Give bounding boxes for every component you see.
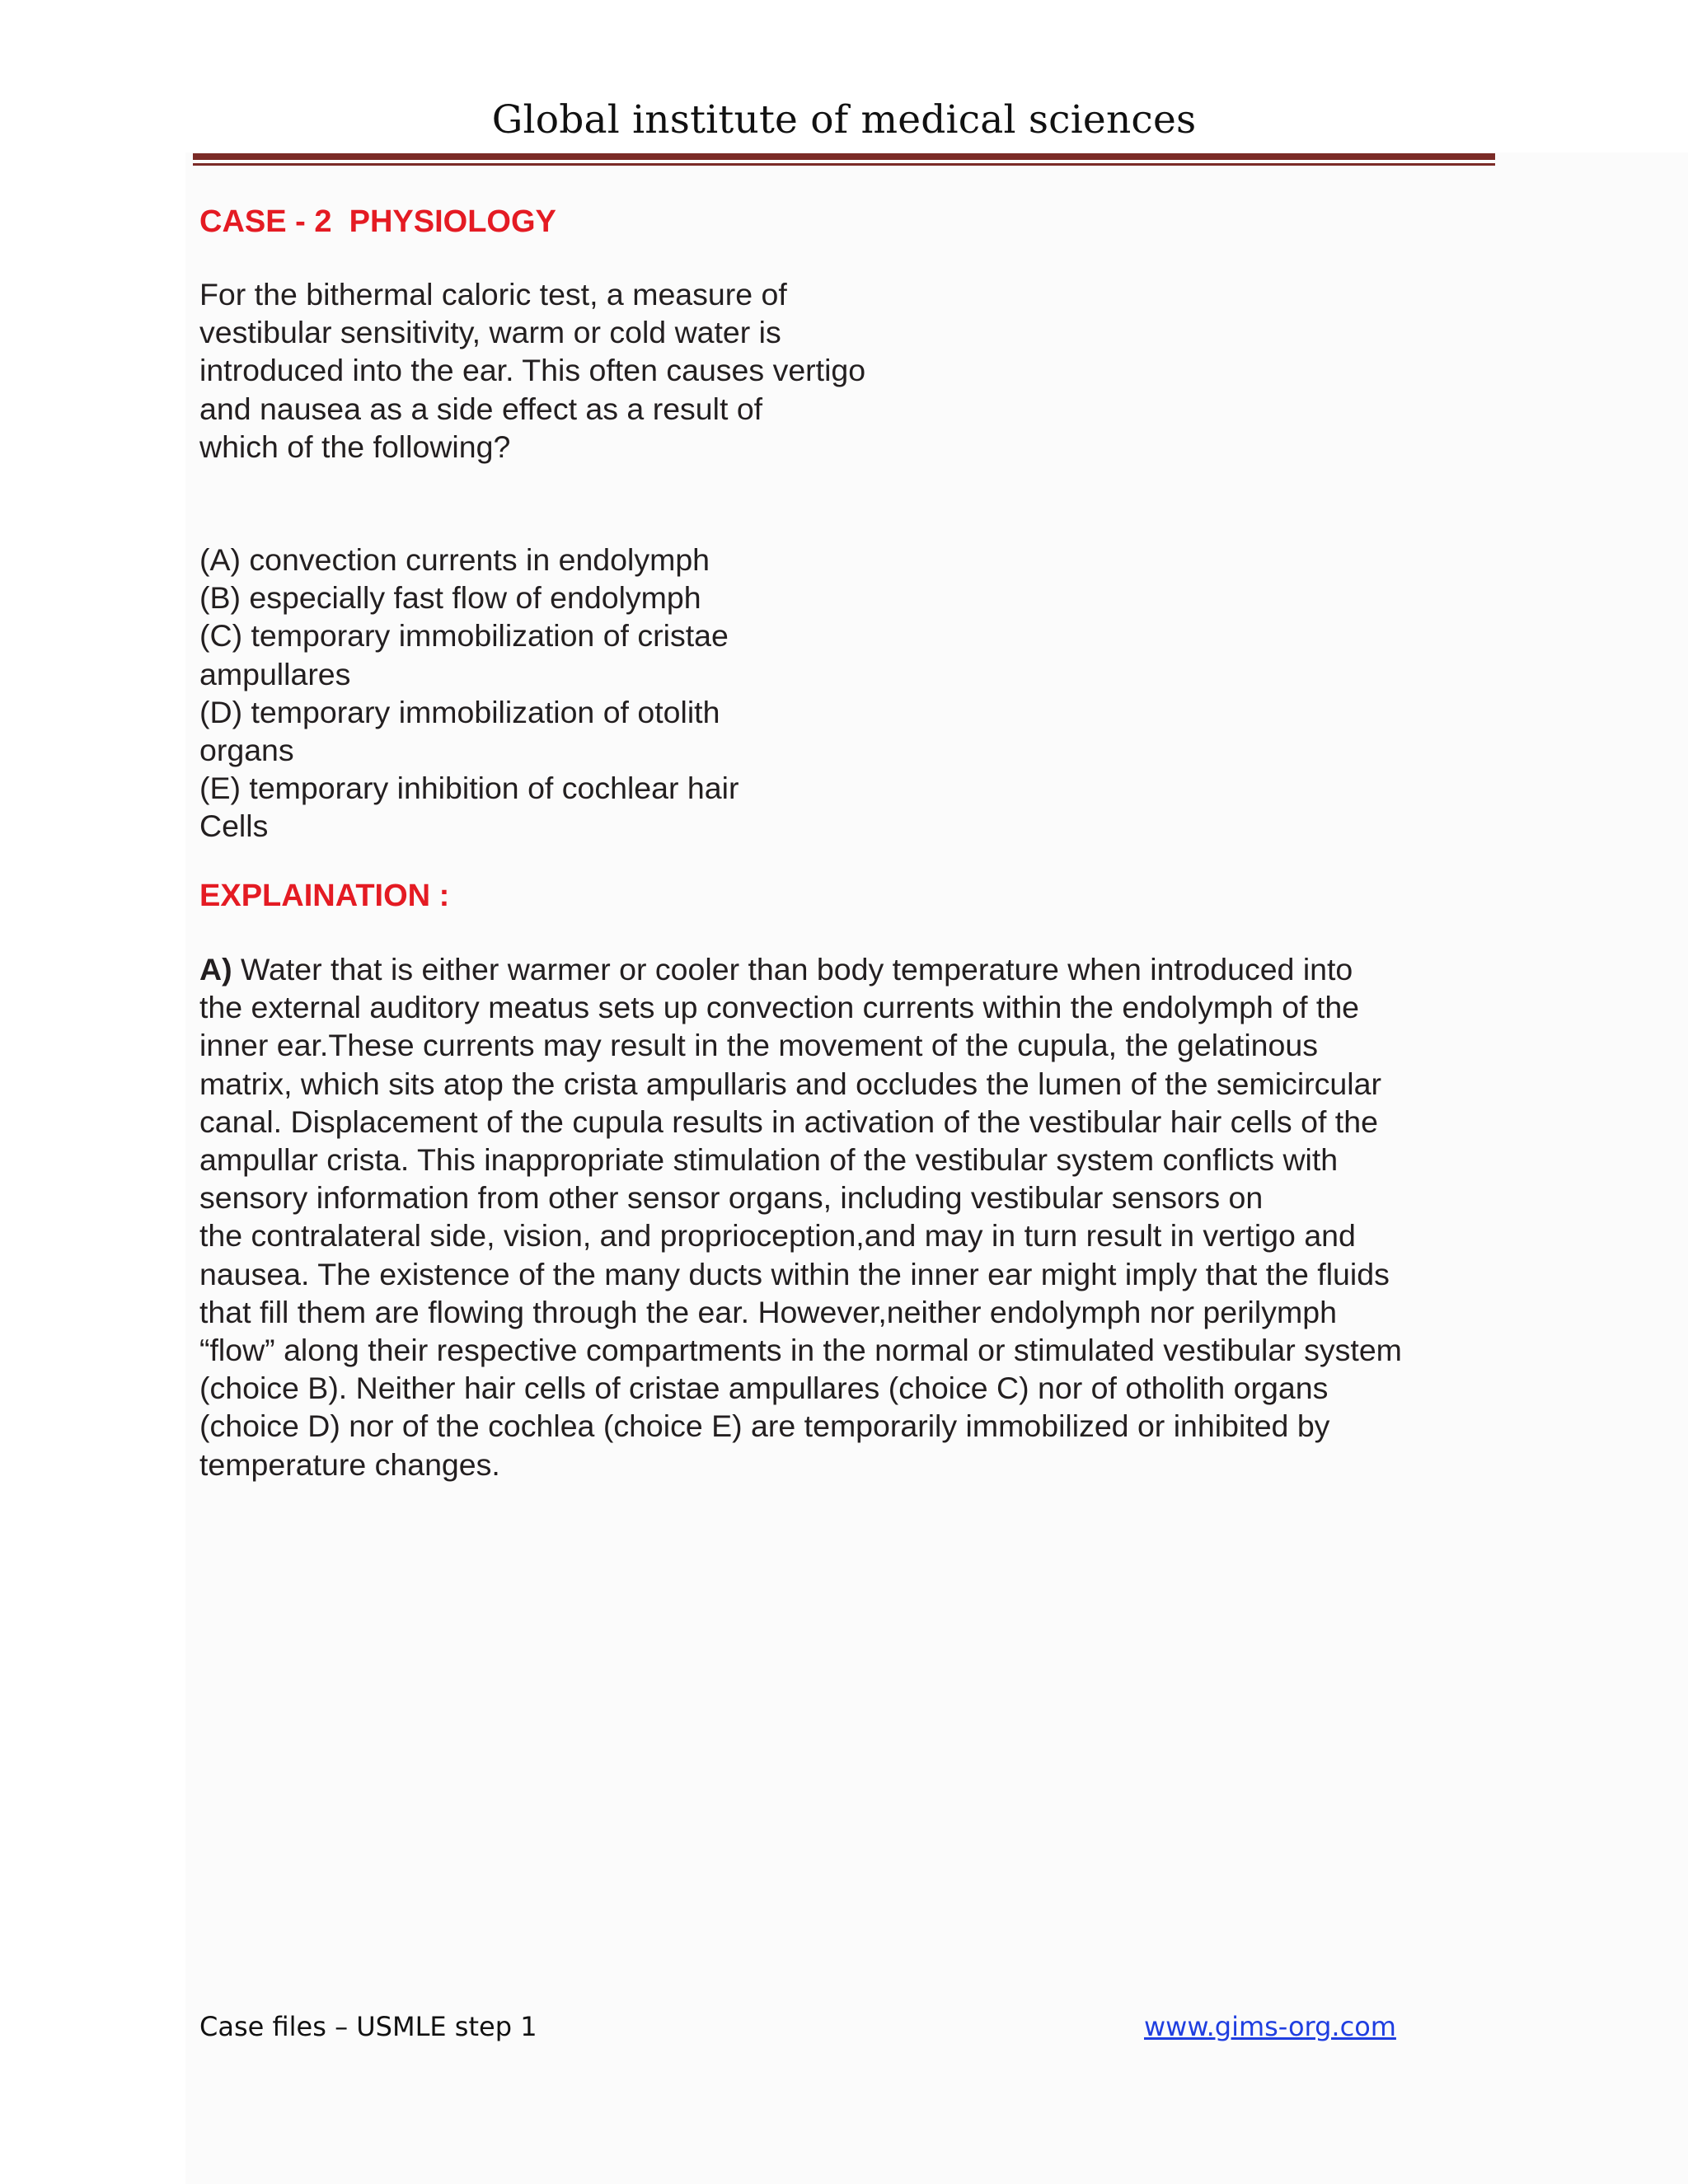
explanation-heading: EXPLAINATION : — [199, 879, 450, 913]
header-rule-thin — [193, 163, 1495, 166]
explanation-line: ampullar crista. This inappropriate stimulation of the vestibular system conflicts with — [199, 1142, 1339, 1178]
explanation-line: the contralateral side, vision, and proprioception,and may in turn result in vertigo and — [199, 1218, 1356, 1254]
footer-website-link[interactable]: www.gims-org.com — [1144, 2011, 1396, 2042]
case-heading: CASE - 2 PHYSIOLOGY — [199, 204, 556, 239]
question-line: For the bithermal caloric test, a measure of — [199, 277, 787, 312]
option-line: (B) especially fast flow of endolymph — [199, 580, 701, 616]
explanation-line: canal. Displacement of the cupula results in activation of the vestibular hair cells of the — [199, 1104, 1378, 1139]
explanation-first-line-text: Water that is either warmer or cooler than body temperature when introduced into — [232, 952, 1353, 987]
option-line: (D) temporary immobilization of otolith — [199, 694, 720, 729]
option-line: (C) temporary immobilization of cristae — [199, 618, 729, 654]
footer-left-text: Case files – USMLE step 1 — [199, 2011, 537, 2042]
option-line: ampullares — [199, 656, 351, 691]
explanation-line: that fill them are flowing through the ear. However,neither endolymph nor perilymph — [199, 1294, 1337, 1329]
option-line: (E) temporary inhibition of cochlear hair — [199, 771, 739, 806]
explanation-line: nausea. The existence of the many ducts within the inner ear might imply that the fluids — [199, 1256, 1390, 1291]
question-line: which of the following? — [199, 429, 511, 464]
answer-letter: A) — [199, 952, 232, 987]
explanation-line: (choice B). Neither hair cells of cristae ampullares (choice C) nor of otholith organs — [199, 1371, 1329, 1406]
option-line: (A) convection currents in endolymph — [199, 542, 710, 577]
option-line: organs — [199, 733, 294, 768]
explanation-first-line — [199, 950, 1402, 988]
question-line: vestibular sensitivity, warm or cold water is — [199, 315, 781, 350]
explanation-line: temperature changes. — [199, 1446, 500, 1482]
header-rule-thick — [193, 153, 1495, 160]
explanation-line: (choice D) nor of the cochlea (choice E) are temporarily immobilized or inhibited by — [199, 1408, 1330, 1444]
option-line: Cells — [199, 808, 269, 844]
document-header-title: Global institute of medical sciences — [491, 97, 1197, 143]
explanation-line: the external auditory meatus sets up convection currents within the endolymph of the — [199, 990, 1360, 1025]
question-line: and nausea as a side effect as a result of — [199, 391, 763, 426]
question-line: introduced into the ear. This often causes vertigo — [199, 353, 866, 388]
explanation-text — [199, 950, 1402, 1483]
explanation-line: matrix, which sits atop the crista ampullaris and occludes the lumen of the semicircular — [199, 1066, 1381, 1101]
explanation-line: “flow” along their respective compartments in the normal or stimulated vestibular system — [199, 1333, 1402, 1368]
explanation-line: sensory information from other sensor organs, including vestibular sensors on — [199, 1180, 1264, 1216]
explanation-line: inner ear.These currents may result in the movement of the cupula, the gelatinous — [199, 1028, 1318, 1063]
question-text — [199, 275, 865, 466]
answer-options — [199, 541, 738, 846]
